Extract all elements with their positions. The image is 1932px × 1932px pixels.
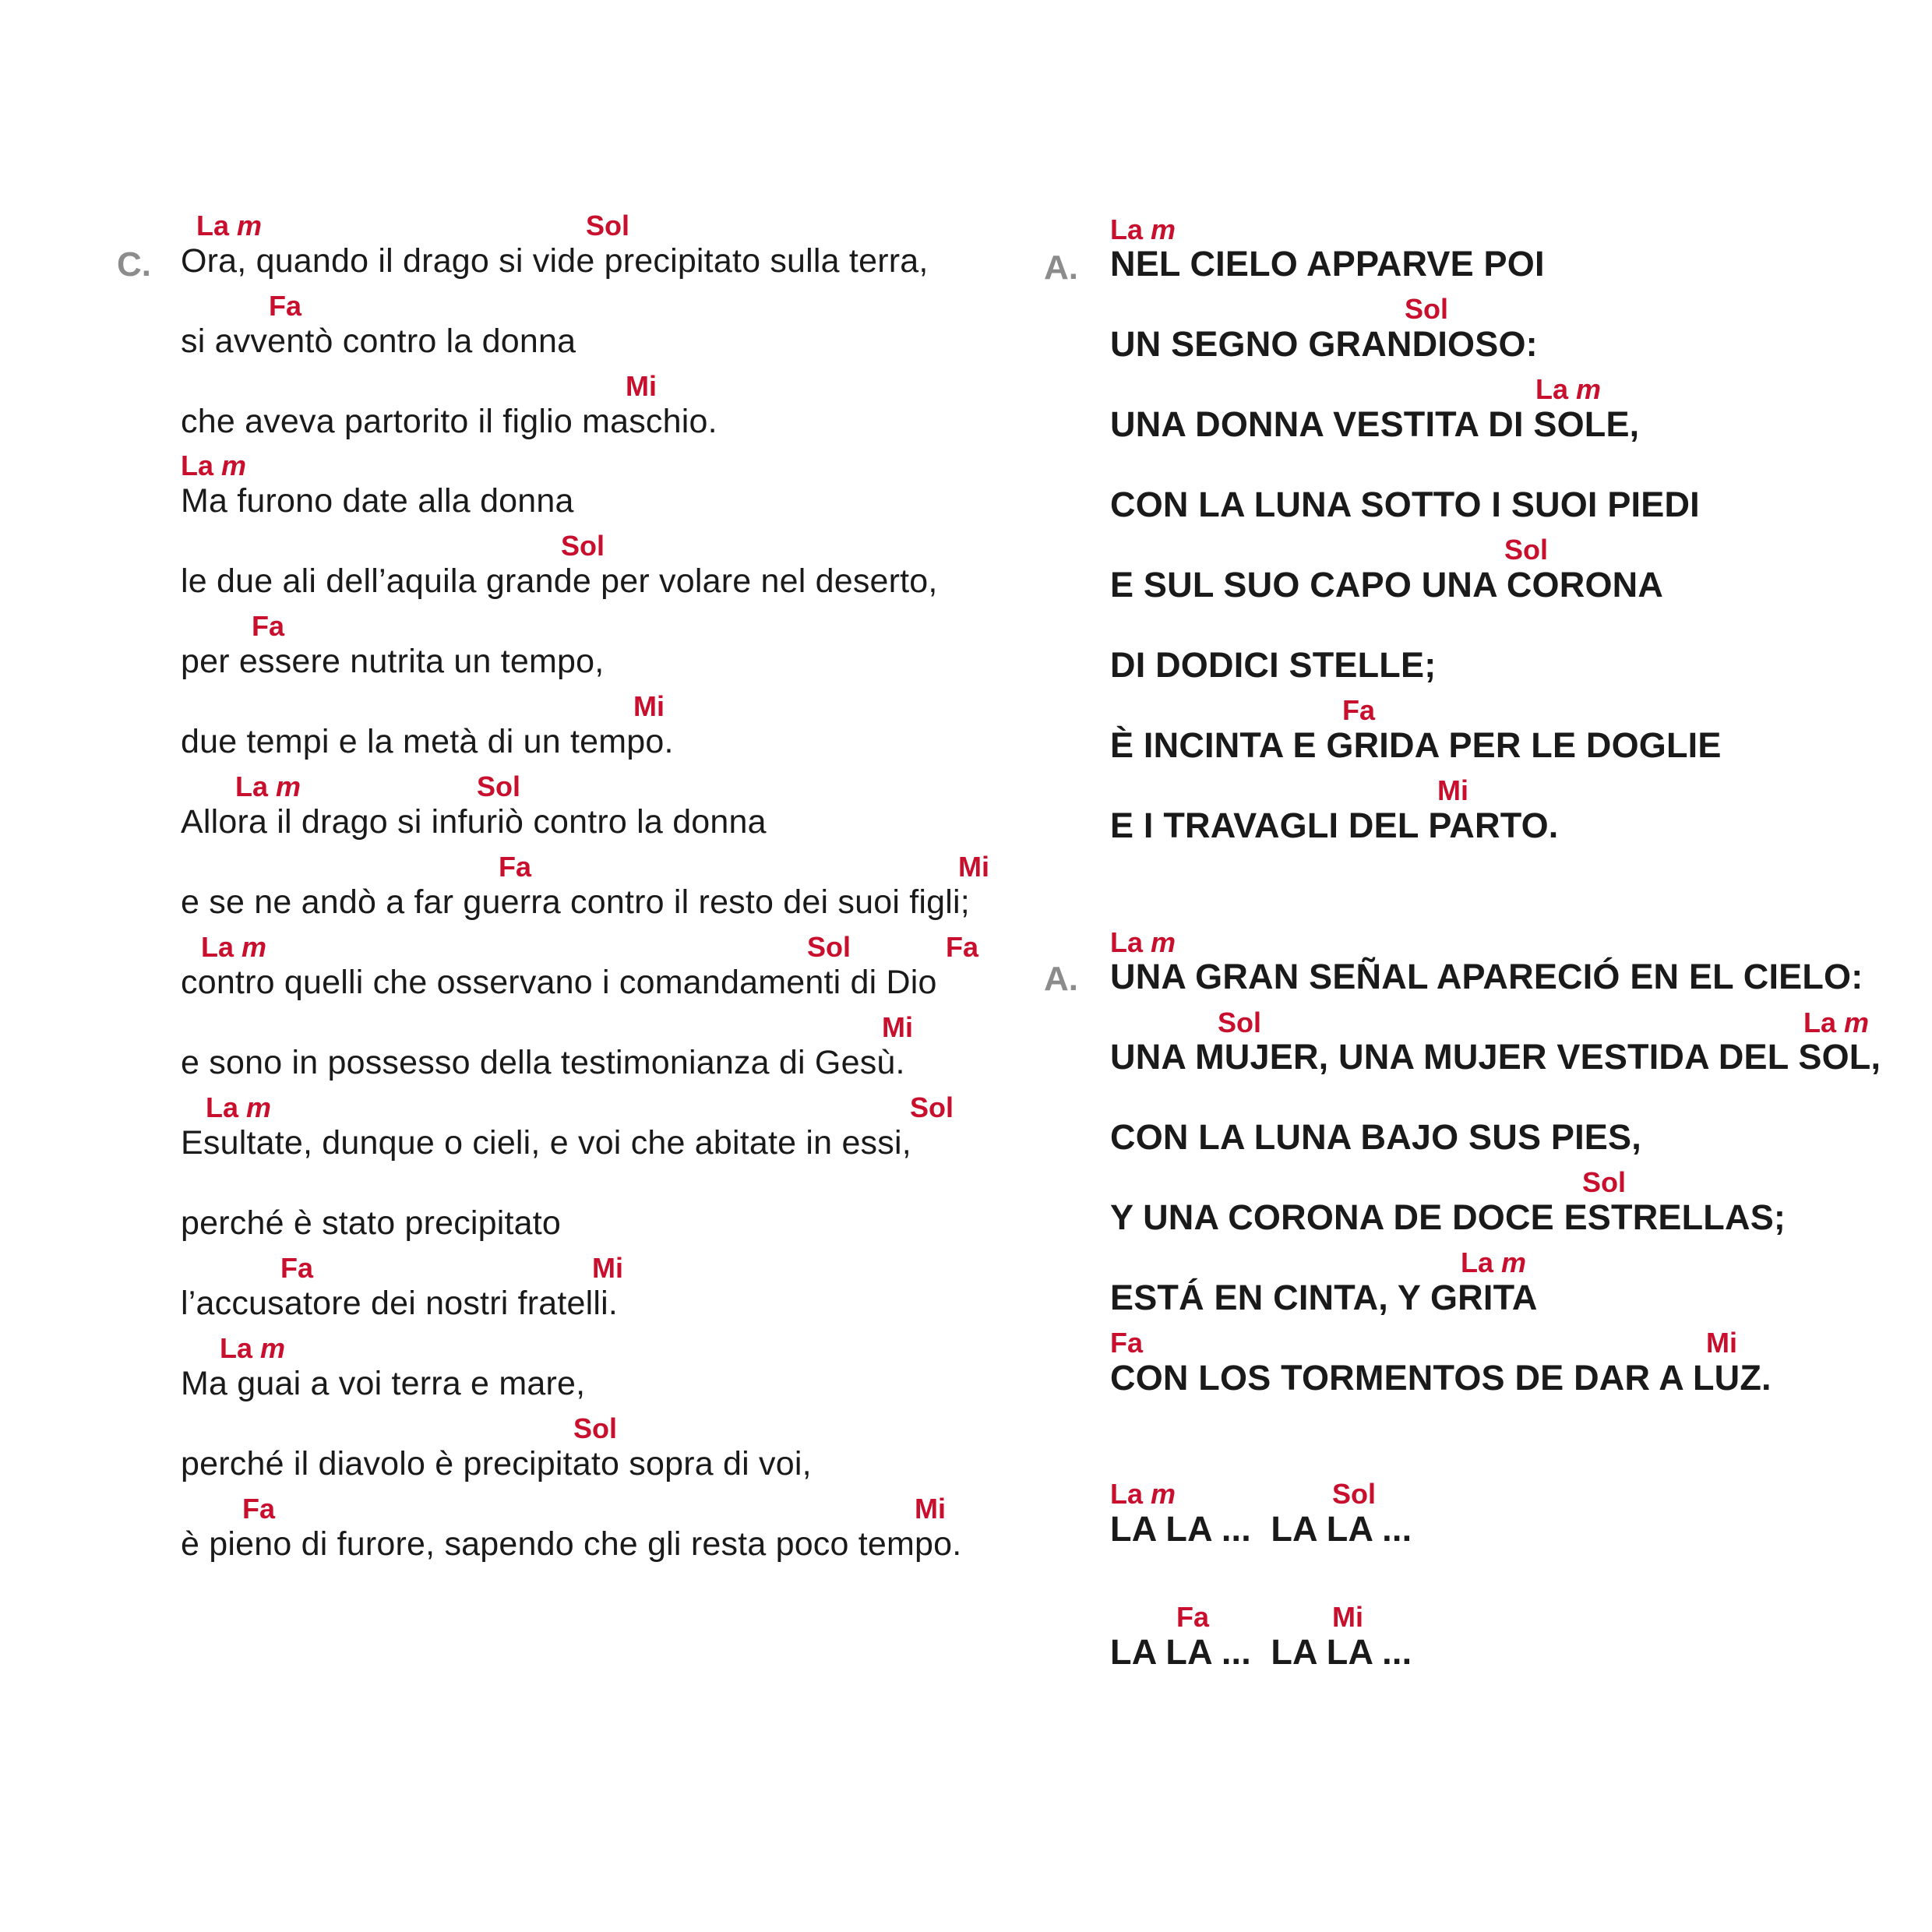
lyric-line: CON LA LUNA SOTTO I SUOI PIEDI xyxy=(1110,485,1700,524)
chord-mi: Mi xyxy=(1332,1601,1363,1633)
lyric-line: contro quelli che osservano i comandamenti di Dio xyxy=(181,964,937,1001)
chord-sol: Sol xyxy=(1405,293,1449,325)
chord-la-m: La m xyxy=(1110,926,1176,958)
lyric-line: Esultate, dunque o cieli, e voi che abitate in essi, xyxy=(181,1124,911,1162)
chord-sol: Sol xyxy=(910,1091,954,1123)
lyric-line: l’accusatore dei nostri fratelli. xyxy=(181,1285,619,1322)
chord-mi: Mi xyxy=(592,1252,623,1284)
lyric-line: CON LA LUNA BAJO SUS PIES, xyxy=(1110,1117,1641,1157)
lyric-line: NEL CIELO APPARVE POI xyxy=(1110,244,1545,284)
chord-sol: Sol xyxy=(1582,1166,1627,1198)
chord-fa: Fa xyxy=(242,1493,276,1525)
lyric-line: UN SEGNO GRANDIOSO: xyxy=(1110,324,1538,364)
lyric-line: si avventò contro la donna xyxy=(181,323,576,360)
lyric-line: perché il diavolo è precipitato sopra di voi, xyxy=(181,1445,812,1482)
chord-mi: Mi xyxy=(958,851,989,883)
chord-mi: Mi xyxy=(633,690,665,722)
chord-sol: Sol xyxy=(1332,1478,1377,1510)
lyric-line: e sono in possesso della testimonianza di Gesù. xyxy=(181,1044,905,1081)
lyric-line: Allora il drago si infuriò contro la donna xyxy=(181,803,767,841)
chord-sol: Sol xyxy=(1504,534,1549,566)
refrain-line: LA LA ... LA LA ... xyxy=(1110,1632,1412,1672)
lyric-line: Ora, quando il drago si vide precipitato sulla terra, xyxy=(181,242,929,280)
chord-la-m: La m xyxy=(235,770,301,802)
chord-mi: Mi xyxy=(882,1011,913,1043)
section-marker-c: C. xyxy=(117,245,151,284)
lyric-line: che aveva partorito il figlio maschio. xyxy=(181,403,717,440)
chord-la-m: La m xyxy=(1461,1246,1527,1278)
section-marker-a: A. xyxy=(1044,960,1078,998)
lyric-line: E I TRAVAGLI DEL PARTO. xyxy=(1110,806,1559,845)
chord-fa: Fa xyxy=(280,1252,314,1284)
lyric-line: e se ne andò a far guerra contro il resto dei suoi figli; xyxy=(181,883,970,921)
chord-la-m: La m xyxy=(196,210,263,242)
chord-la-m: La m xyxy=(1535,373,1602,405)
chord-fa: Fa xyxy=(269,290,302,322)
chord-fa: Fa xyxy=(1342,694,1376,726)
chord-la-m: La m xyxy=(220,1332,286,1364)
lyric-line: È INCINTA E GRIDA PER LE DOGLIE xyxy=(1110,725,1722,765)
lyric-line: perché è stato precipitato xyxy=(181,1204,562,1242)
chord-la-m: La m xyxy=(201,931,267,963)
chord-fa: Fa xyxy=(1176,1601,1210,1633)
chord-la-m: La m xyxy=(206,1091,272,1123)
chord-sol: Sol xyxy=(477,770,521,802)
lyric-line: UNA MUJER, UNA MUJER VESTIDA DEL SOL, xyxy=(1110,1037,1881,1077)
chord-la-m: La m xyxy=(181,450,247,481)
chord-fa: Fa xyxy=(499,851,532,883)
chord-la-m: La m xyxy=(1803,1007,1870,1038)
chord-sol: Sol xyxy=(807,931,851,963)
lyric-line: le due ali dell’aquila grande per volare nel deserto, xyxy=(181,562,938,600)
chord-sol: Sol xyxy=(561,530,605,562)
lyric-line: Ma furono date alla donna xyxy=(181,482,574,520)
chord-la-m: La m xyxy=(1110,213,1176,245)
lyric-line: Ma guai a voi terra e mare, xyxy=(181,1365,586,1402)
lyric-line: DI DODICI STELLE; xyxy=(1110,645,1437,685)
chord-mi: Mi xyxy=(915,1493,946,1525)
lyric-line: UNA GRAN SEÑAL APARECIÓ EN EL CIELO: xyxy=(1110,957,1863,996)
lyric-line: Y UNA CORONA DE DOCE ESTRELLAS; xyxy=(1110,1197,1786,1237)
chord-fa: Fa xyxy=(1110,1327,1144,1359)
lyric-line: per essere nutrita un tempo, xyxy=(181,643,605,680)
lyric-line: UNA DONNA VESTITA DI SOLE, xyxy=(1110,404,1640,444)
lyric-line: ESTÁ EN CINTA, Y GRITA xyxy=(1110,1278,1538,1317)
lyric-line: E SUL SUO CAPO UNA CORONA xyxy=(1110,565,1664,605)
section-marker-a: A. xyxy=(1044,249,1078,287)
chord-mi: Mi xyxy=(1706,1327,1737,1359)
chord-la-m: La m xyxy=(1110,1478,1176,1510)
chord-sol: Sol xyxy=(573,1412,618,1444)
chord-fa: Fa xyxy=(252,610,285,642)
lyric-line: è pieno di furore, sapendo che gli resta poco tempo. xyxy=(181,1525,962,1563)
chord-sol: Sol xyxy=(1218,1007,1262,1038)
lyric-line: CON LOS TORMENTOS DE DAR A LUZ. xyxy=(1110,1358,1772,1398)
chord-sol: Sol xyxy=(586,210,630,242)
chord-fa: Fa xyxy=(946,931,979,963)
chord-mi: Mi xyxy=(1437,774,1468,806)
refrain-line: LA LA ... LA LA ... xyxy=(1110,1509,1412,1549)
chord-mi: Mi xyxy=(626,370,657,402)
lyric-line: due tempi e la metà di un tempo. xyxy=(181,723,674,760)
